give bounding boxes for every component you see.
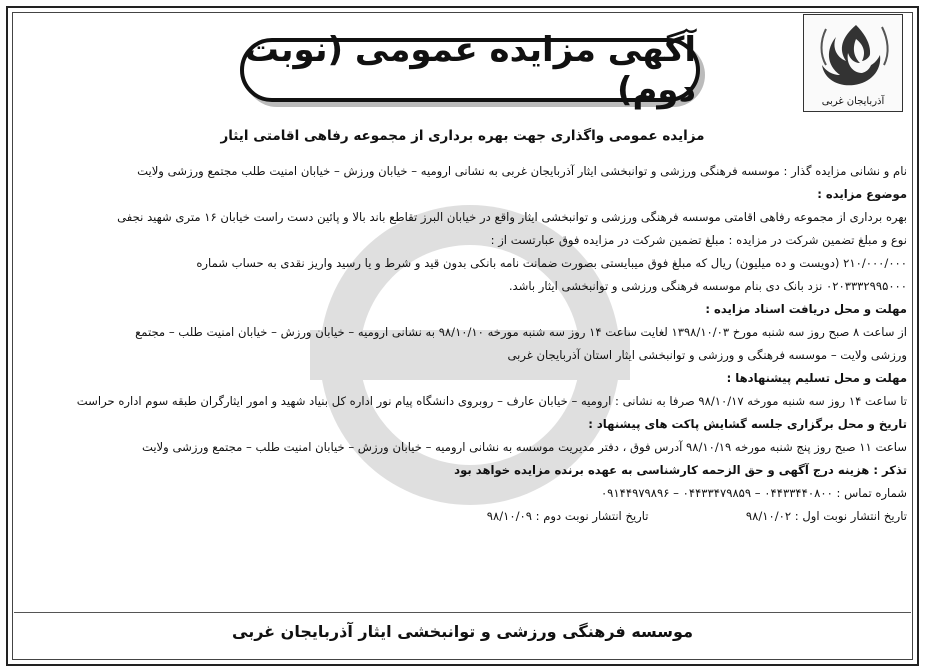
notice-subtitle: مزایده عمومی واگذاری جهت بهره برداری از مجموعه رفاهی اقامتی ایثار [220,128,705,144]
auction-subject-text: بهره برداری از مجموعه رفاهی اقامتی موسسه فرهنگی ورزشی و توانبخشی ایثار واقع در خیابان البرز تقاطع باند بالا و پائین دست راست خیابان ۱۶ متری شهید نجفی [117,210,907,224]
publication-dates [18,505,907,528]
footer-divider [14,612,911,613]
opening-heading: تاریخ و محل برگزاری جلسه گشایش پاکت های پیشنهاد : [588,417,907,431]
organization-logo [803,14,903,112]
opening-text: ساعت ۱۱ صبح روز پنج شنبه مورخه ۹۸/۱۰/۱۹ آدرس فوق ، دفتر مدیریت موسسه به نشانی ارومیه – خیابان ورزش – خیابان امنیت طلب – مجتمع ورزشی ولایت [141,440,907,454]
documents-text-1: از ساعت ۸ صبح روز سه شنبه مورخ ۱۳۹۸/۱۰/۰۳ لغایت ساعت ۱۴ روز سه شنبه مورخه ۹۸/۱۰/۱۰ به نشانی ارومیه – خیابان ورزش – خیابان امنیت طلب – مجتمع [135,325,907,339]
notice-title: آگهی مزایده عمومی (نوبت دوم) [244,30,696,110]
contact-line: شماره تماس : ۰۴۴۳۳۴۴۰۸۰۰ – ۰۴۴۳۳۴۷۹۸۵۹ – ۰۹۱۴۴۹۷۹۸۹۶ [600,486,907,500]
guarantee-heading: نوع و مبلغ تضمین شرکت در مزایده : مبلغ تضمین شرکت در مزایده فوق عبارتست از : [490,233,907,247]
flame-emblem-icon [812,19,896,91]
submission-text: تا ساعت ۱۴ روز سه شنبه مورخه ۹۸/۱۰/۱۷ صرفا به نشانی : ارومیه – خیابان عارف – روبروی دانشگاه پیام نور اداره کل بنیاد شهید و امور ایثارگران طبقه سوم اداره حراست [76,394,907,408]
note-line: تذکر : هزینه درج آگهی و حق الزحمه کارشناسی به عهده برنده مزایده خواهد بود [454,463,907,477]
footer-organization: موسسه فرهنگی ورزشی و توانبخشی ایثار آذربایجان غربی [232,622,693,641]
second-publication-date: تاریخ انتشار نوبت دوم : ۹۸/۱۰/۰۹ [486,509,649,523]
notice-body [18,126,907,528]
guarantee-text-2: ۰۲۰۳۳۳۲۹۹۵۰۰۰ نزد بانک دی بنام موسسه فرهنگی ورزشی و توانبخشی ایثار باشد. [508,279,907,293]
title-box [240,30,700,110]
auctioneer-line: نام و نشانی مزایده گذار : موسسه فرهنگی ورزشی و توانبخشی ایثار آذربایجان غربی به نشانی ارومیه – خیابان ورزش – خیابان امنیت طلب مجتمع ورزشی ولایت [137,164,907,178]
submission-heading: مهلت و محل تسلیم پیشنهادها : [726,371,907,385]
notice-header [14,14,911,122]
auction-subject-heading: موضوع مزایده : [817,187,907,201]
guarantee-text-1: ۲۱۰/۰۰۰/۰۰۰ (دویست و ده میلیون) ریال که مبلغ فوق میبایستی بصورت ضمانت نامه بانکی بدون قید و شرط و یا رسید واریز نقدی به حساب شماره [196,256,907,270]
documents-heading: مهلت و محل دریافت اسناد مزایده : [705,302,907,316]
documents-text-2: ورزشی ولایت – موسسه فرهنگی و ورزشی و توانبخشی ایثار استان آذربایجان غربی [507,348,907,362]
logo-caption: آذربایجان غربی [821,96,885,107]
first-publication-date: تاریخ انتشار نوبت اول : ۹۸/۱۰/۰۲ [745,509,907,523]
